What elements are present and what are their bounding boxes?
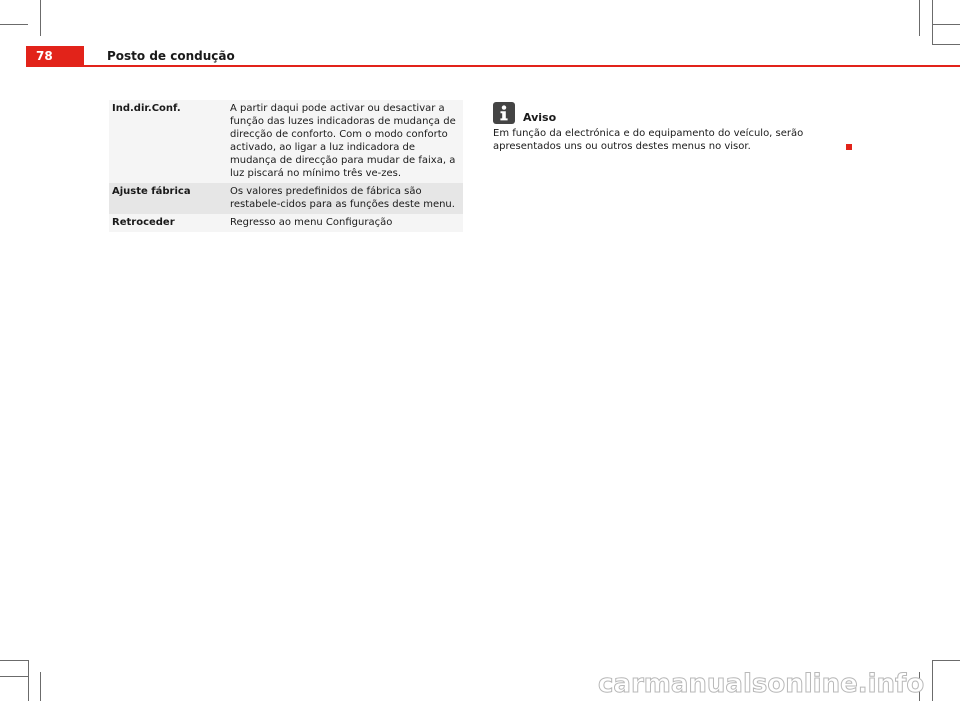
- notice-header: [493, 100, 853, 124]
- page-number-box: [26, 46, 84, 66]
- notice-title: Aviso: [523, 111, 557, 124]
- table-description: Os valores predefinidos de fábrica são restabele-cidos para as funções deste menu.: [230, 186, 455, 210]
- crop-mark: [932, 44, 960, 45]
- page-number: 78: [36, 49, 53, 63]
- table-description: Regresso ao menu Configuração: [230, 217, 393, 228]
- crop-mark: [932, 0, 933, 45]
- svg-text:carmanualsonline.info: carmanualsonline.info: [598, 669, 925, 699]
- section-end-mark: [846, 144, 852, 150]
- crop-mark: [932, 660, 960, 661]
- table-row: [109, 100, 463, 183]
- table-term: Ind.dir.Conf.: [112, 103, 181, 114]
- crop-mark: [40, 0, 41, 36]
- crop-mark: [0, 676, 28, 677]
- notice-box: [493, 100, 853, 153]
- crop-mark: [40, 672, 41, 701]
- crop-mark: [28, 660, 29, 701]
- table-row: [109, 214, 463, 232]
- crop-mark: [932, 24, 960, 25]
- table-row: [109, 183, 463, 214]
- table-term: Ajuste fábrica: [112, 186, 191, 197]
- notice-text: Em função da electrónica e do equipamento do veículo, serão apresentados uns ou outros destes menus no visor.: [493, 128, 804, 152]
- crop-mark: [0, 660, 28, 661]
- header-rule: [26, 65, 960, 67]
- info-icon: [493, 102, 515, 124]
- settings-table: [109, 100, 463, 232]
- table-term: Retroceder: [112, 217, 175, 228]
- table-description: A partir daqui pode activar ou desactivar a função das luzes indicadoras de mudança de direcção de conforto. Com o modo conforto activado, ao ligar a luz indicadora de mudança de direcção para mudar de faixa, a luz piscará no mínimo três ve-zes.: [230, 103, 456, 179]
- page-title: Posto de condução: [107, 49, 235, 63]
- crop-mark: [919, 0, 920, 36]
- crop-mark: [0, 24, 28, 25]
- watermark-logo: [596, 666, 946, 700]
